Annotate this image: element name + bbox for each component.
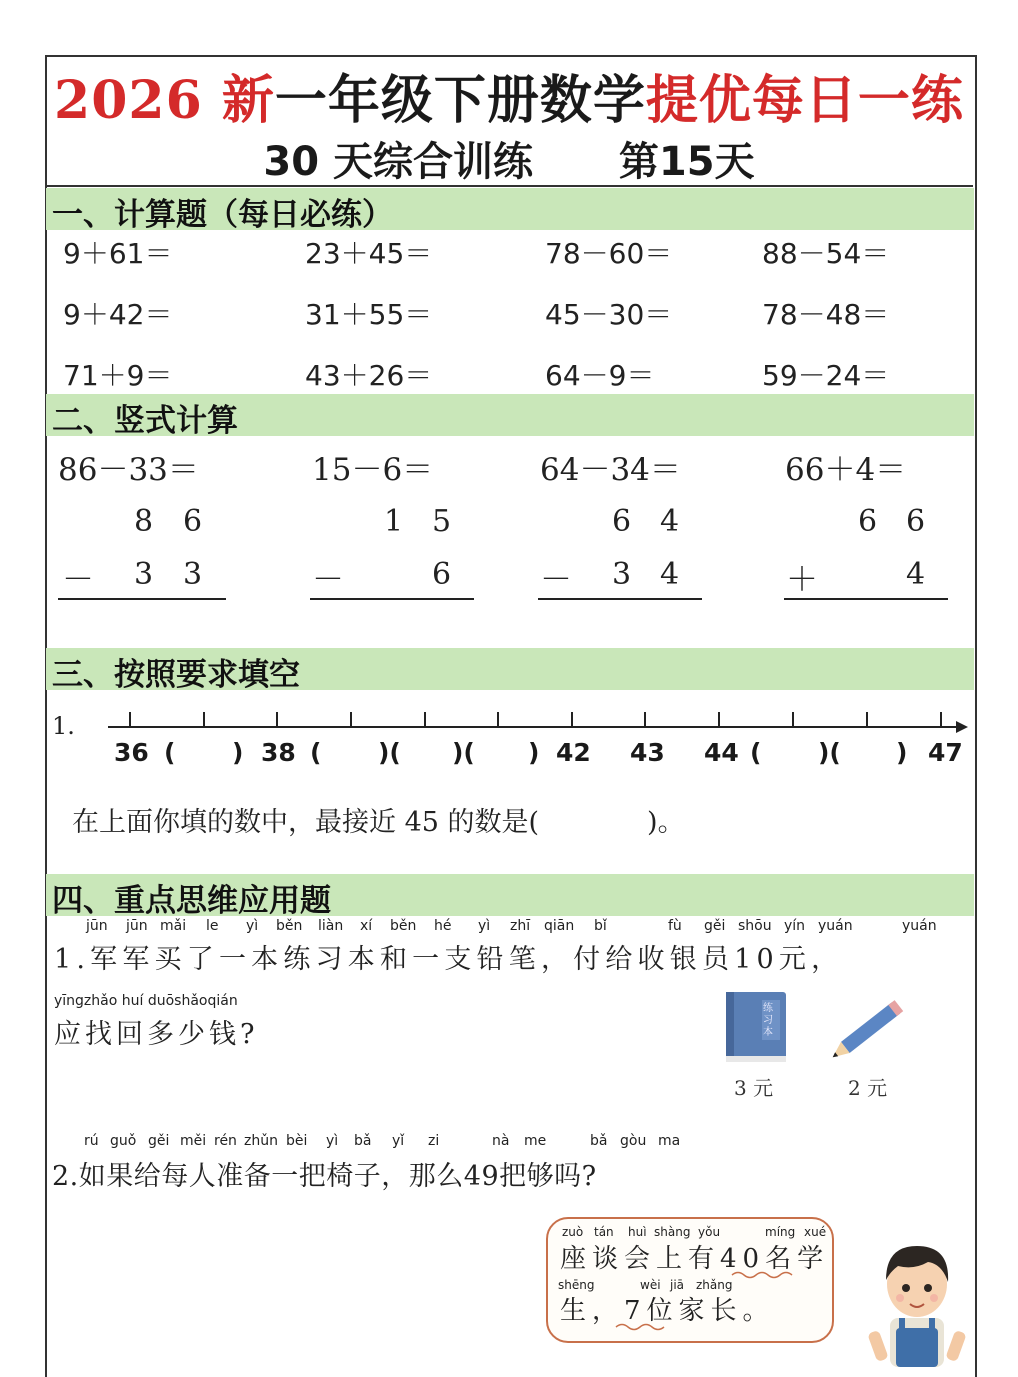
section1-title: 一、计算题（每日必练）: [52, 197, 393, 233]
boy-illustration: [862, 1236, 972, 1367]
pinyin-syllable: huì: [628, 1225, 647, 1239]
nl-label: ): [896, 738, 908, 767]
section4-band: [46, 874, 974, 919]
digit: 5: [432, 504, 452, 539]
pinyin-syllable: zi: [428, 1133, 440, 1149]
nl-label: ): [528, 738, 540, 767]
pinyin-syllable: bèi: [286, 1133, 308, 1149]
pinyin-syllable: xí: [360, 918, 373, 934]
nl-label: 43: [630, 738, 665, 767]
vertical-expr: 86－33＝: [58, 452, 199, 488]
nl-label: 47: [928, 738, 963, 767]
pinyin-syllable: xué: [804, 1225, 827, 1239]
section2-title: 二、竖式计算: [52, 403, 238, 439]
number-line: [100, 718, 970, 738]
section1-band: [46, 188, 974, 233]
q2-line: 2.如果给每人准备一把椅子，那么49把够吗?: [52, 1161, 597, 1192]
pinyin-syllable: shēng: [558, 1278, 595, 1292]
digit: 6: [432, 557, 452, 592]
number-line-tick: [129, 712, 131, 728]
nl-label: )(: [378, 738, 401, 767]
calc-problem: 88－54＝: [762, 237, 890, 270]
pinyin-syllable: jūn: [126, 918, 148, 934]
pinyin-syllable: yín: [784, 918, 806, 934]
bubble-text2: 生，7位家长。: [560, 1296, 775, 1326]
wavy-underline: [730, 1270, 800, 1280]
operator: －: [62, 560, 95, 598]
pinyin-syllable: nà: [492, 1133, 510, 1149]
calc-problem: 78－48＝: [762, 298, 890, 331]
pinyin-syllable: rú: [84, 1133, 99, 1149]
pinyin-syllable: me: [524, 1133, 547, 1149]
pencil-image: [820, 995, 916, 1067]
pinyin-syllable: zhī: [510, 918, 531, 934]
title-middle: 一年级下册数学: [274, 70, 646, 131]
number-line-tick: [940, 712, 942, 728]
pinyin-syllable: zhǔn: [244, 1133, 278, 1149]
vertical-expr: 66＋4＝: [785, 452, 907, 488]
pinyin-syllable: shōu: [738, 918, 772, 934]
digit: 3: [183, 557, 203, 592]
title-divider: [45, 185, 973, 187]
pinyin-syllable: hé: [434, 918, 452, 934]
book-label: 练习本: [763, 1003, 773, 1038]
pinyin-syllable: yuán: [902, 918, 937, 934]
pinyin-syllable: zhǎng: [696, 1278, 733, 1292]
pinyin-syllable: qiān: [544, 918, 575, 934]
pinyin-syllable: yì: [478, 918, 491, 934]
pinyin-syllable: gěi: [704, 918, 726, 934]
digit: 1: [384, 504, 404, 539]
digit: 3: [134, 557, 154, 592]
title-highlight: 提优每日一练: [645, 70, 964, 131]
vertical-expr: 15－6＝: [312, 452, 434, 488]
book-price: 3 元: [734, 1076, 774, 1100]
number-line-tick: [276, 712, 278, 728]
pinyin-syllable: yì: [326, 1133, 339, 1149]
vertical-expr: 64－34＝: [540, 452, 681, 488]
pinyin-syllable: shàng: [654, 1225, 691, 1239]
nl-label: 42: [556, 738, 591, 767]
pinyin-syllable: mǎi: [160, 918, 187, 934]
answer-line: [58, 598, 226, 600]
page-title: [0, 58, 1018, 133]
calc-problem: 43＋26＝: [305, 359, 433, 392]
digit: 4: [660, 557, 680, 592]
q1-pinyin-line2: yīngzhǎo huí duōshǎoqián: [54, 993, 238, 1009]
answer-line: [538, 598, 702, 600]
pinyin-syllable: tán: [594, 1225, 614, 1239]
pinyin-syllable: gěi: [148, 1133, 170, 1149]
digit: 3: [612, 557, 632, 592]
pinyin-syllable: wèi: [640, 1278, 661, 1292]
nl-label: 38: [261, 738, 296, 767]
section2-band: [46, 394, 974, 439]
pinyin-syllable: yǐ: [392, 1133, 405, 1149]
pinyin-syllable: bǐ: [594, 918, 607, 934]
pinyin-syllable: běn: [390, 918, 417, 934]
page-subtitle: [0, 130, 1018, 187]
subtitle-right: 第15天: [618, 139, 755, 185]
nl-label: )(: [452, 738, 475, 767]
operator: －: [312, 560, 345, 598]
digit: 6: [906, 504, 926, 539]
calc-problem: 9＋61＝: [63, 237, 173, 270]
pinyin-syllable: ma: [658, 1133, 681, 1149]
number-line-tick: [792, 712, 794, 728]
number-line-tick: [644, 712, 646, 728]
pinyin-syllable: jiā: [670, 1278, 685, 1292]
digit: 6: [183, 504, 203, 539]
nl-label: (: [164, 738, 176, 767]
digit: 4: [660, 504, 680, 539]
pencil-price: 2 元: [848, 1076, 888, 1100]
nl-label: (: [750, 738, 762, 767]
digit: 8: [134, 504, 154, 539]
number-line-tick: [203, 712, 205, 728]
calc-problem: 9＋42＝: [63, 298, 173, 331]
nl-label: ): [232, 738, 244, 767]
pinyin-syllable: bǎ: [354, 1133, 372, 1149]
pinyin-syllable: gòu: [620, 1133, 647, 1149]
pinyin-syllable: yǒu: [698, 1225, 721, 1239]
subtitle-left: 30 天综合训练: [263, 139, 533, 185]
fill-question: 在上面你填的数中，最接近 45 的数是( )。: [72, 807, 685, 838]
nl-label: (: [310, 738, 322, 767]
calc-problem: 71＋9＝: [63, 359, 173, 392]
operator: ＋: [786, 560, 819, 598]
nl-label: 36: [114, 738, 149, 767]
number-line-tick: [350, 712, 352, 728]
calc-problem: 23＋45＝: [305, 237, 433, 270]
exercise-book-image: [722, 990, 792, 1066]
digit: 6: [612, 504, 632, 539]
pinyin-syllable: zuò: [562, 1225, 584, 1239]
wavy-underline: [614, 1322, 670, 1332]
pinyin-syllable: yuán: [818, 918, 853, 934]
section4-title: 四、重点思维应用题: [52, 883, 331, 919]
section3-title: 三、按照要求填空: [52, 657, 300, 693]
calc-problem: 59－24＝: [762, 359, 890, 392]
pinyin-syllable: rén: [214, 1133, 237, 1149]
number-line-tick: [718, 712, 720, 728]
pinyin-syllable: fù: [668, 918, 682, 934]
number-line-tick: [571, 712, 573, 728]
pinyin-syllable: le: [206, 918, 219, 934]
q1-line2: 应找回多少钱?: [54, 1019, 259, 1050]
number-line-tick: [424, 712, 426, 728]
pinyin-syllable: guǒ: [110, 1133, 137, 1149]
calc-problem: 78－60＝: [545, 237, 673, 270]
question-number: 1.: [52, 712, 75, 740]
digit: 6: [858, 504, 878, 539]
pinyin-syllable: bǎ: [590, 1133, 608, 1149]
number-line-tick: [866, 712, 868, 728]
number-line-tick: [497, 712, 499, 728]
nl-label: 44: [704, 738, 739, 767]
answer-line: [310, 598, 474, 600]
pinyin-syllable: liàn: [318, 918, 344, 934]
title-year: 2026: [54, 70, 203, 131]
pinyin-syllable: měi: [180, 1133, 207, 1149]
calc-problem: 31＋55＝: [305, 298, 433, 331]
answer-line: [784, 598, 948, 600]
calc-problem: 45－30＝: [545, 298, 673, 331]
calc-problem: 64－9＝: [545, 359, 655, 392]
pinyin-syllable: běn: [276, 918, 303, 934]
title-xin: 新: [221, 70, 275, 131]
operator: －: [540, 560, 573, 598]
pinyin-syllable: míng: [765, 1225, 796, 1239]
bubble-text1: 座谈会上有40名学: [560, 1244, 830, 1274]
q1-line1: 1.军军买了一本练习本和一支铅笔，付给收银员10元，: [54, 944, 844, 975]
section3-band: [46, 648, 974, 693]
pinyin-syllable: yì: [246, 918, 259, 934]
digit: 4: [906, 557, 926, 592]
nl-label: )(: [818, 738, 841, 767]
pinyin-syllable: jūn: [86, 918, 108, 934]
